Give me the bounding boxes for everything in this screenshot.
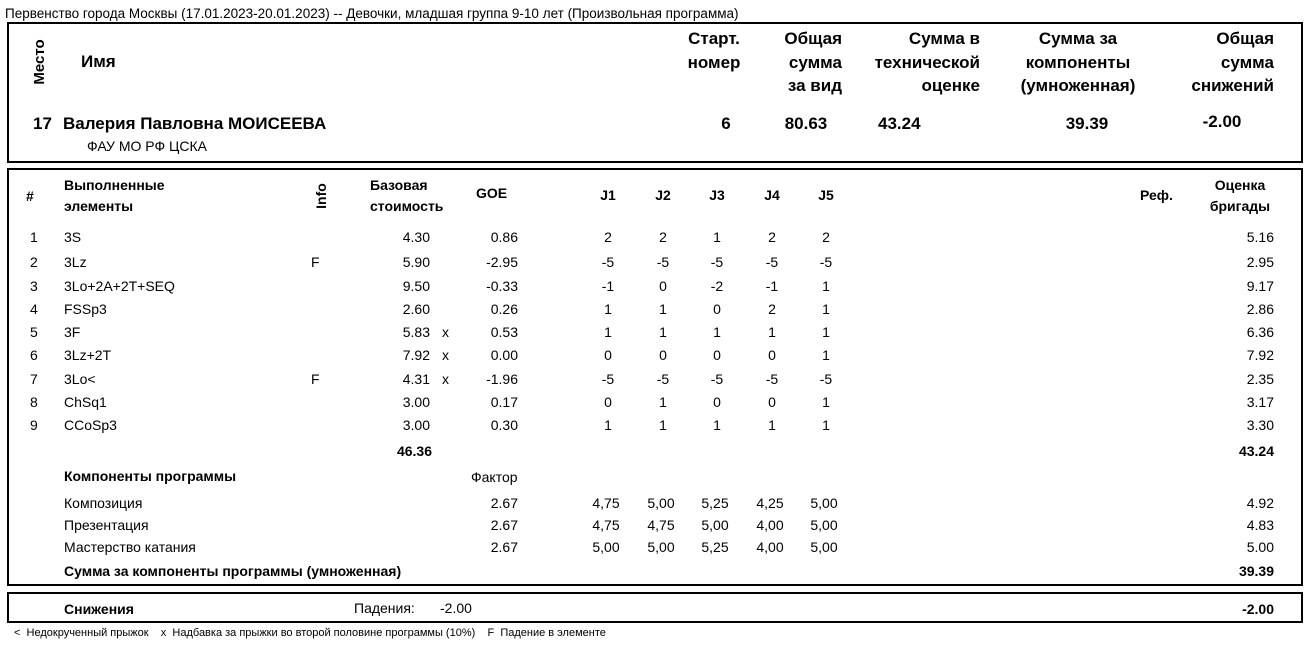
deductions-label: Снижения [64, 601, 134, 617]
element-number: 6 [30, 347, 38, 363]
skater-pcs: 39.39 [1065, 114, 1109, 133]
element-judge-5: -5 [819, 371, 833, 387]
element-code: 3Lz+2T [64, 347, 112, 363]
element-info: F [311, 371, 320, 387]
element-judge-3: -2 [710, 278, 724, 294]
judge-4-header: J4 [764, 187, 780, 203]
component-judge-4: 4,00 [756, 539, 784, 555]
component-score: 5.00 [1246, 539, 1274, 555]
element-judge-3: 0 [713, 347, 721, 363]
element-goe: -0.33 [486, 278, 518, 294]
judge-2-header: J2 [655, 187, 671, 203]
element-panel-score: 3.30 [1246, 417, 1274, 433]
component-factor: 2.67 [490, 517, 518, 533]
element-goe: 0.26 [490, 301, 518, 317]
element-judge-2: 1 [659, 394, 667, 410]
factor-header: Фактор [471, 469, 518, 485]
element-code: ChSq1 [64, 394, 107, 410]
component-judge-1: 4,75 [592, 495, 620, 511]
component-judge-1: 5,00 [592, 539, 620, 555]
element-base-value: 3.00 [402, 417, 430, 433]
element-info: F [311, 254, 320, 270]
element-bonus-mark: x [442, 347, 449, 363]
start-number-header: Старт. номер [687, 29, 741, 72]
element-judge-2: 1 [659, 417, 667, 433]
element-judge-1: 1 [604, 324, 612, 340]
element-score-total: 43.24 [1238, 443, 1274, 459]
element-code: 3Lo+2A+2T+SEQ [64, 278, 175, 294]
element-number: 2 [30, 254, 38, 270]
component-name: Мастерство катания [64, 539, 196, 555]
element-judge-5: 1 [822, 324, 830, 340]
element-judge-1: -5 [601, 254, 615, 270]
element-judge-5: 1 [822, 278, 830, 294]
judge-5-header: J5 [818, 187, 834, 203]
element-panel-score: 2.95 [1246, 254, 1274, 270]
component-judge-3: 5,00 [701, 517, 729, 533]
skater-rank: 17 [33, 114, 52, 133]
element-number: 8 [30, 394, 38, 410]
element-code: 3Lo< [64, 371, 96, 387]
element-base-value: 2.60 [402, 301, 430, 317]
element-panel-score: 2.35 [1246, 371, 1274, 387]
skater-deductions: -2.00 [1202, 112, 1242, 131]
element-judge-3: 0 [713, 301, 721, 317]
skater-total-score: 80.63 [784, 114, 828, 133]
component-factor: 2.67 [490, 495, 518, 511]
element-goe: 0.86 [490, 229, 518, 245]
element-base-value: 5.90 [402, 254, 430, 270]
element-code: 3Lz [64, 254, 87, 270]
element-panel-score: 7.92 [1246, 347, 1274, 363]
element-judge-2: 0 [659, 278, 667, 294]
page-title: Первенство города Москвы (17.01.2023-20.01.2023) -- Девочки, младшая группа 9-10 лет (Произвольная программа) [5, 6, 739, 21]
element-panel-score: 2.86 [1246, 301, 1274, 317]
element-base-value: 3.00 [402, 394, 430, 410]
legend: < Недокрученный прыжок x Надбавка за прыжки во второй половине программы (10%) F Падение в элементе [14, 627, 606, 639]
element-judge-3: 0 [713, 394, 721, 410]
component-score: 4.92 [1246, 495, 1274, 511]
element-number: 5 [30, 324, 38, 340]
skater-club: ФАУ МО РФ ЦСКА [87, 138, 207, 154]
element-judge-2: 1 [659, 301, 667, 317]
component-judge-1: 4,75 [592, 517, 620, 533]
element-panel-score: 5.16 [1246, 229, 1274, 245]
element-judge-5: 1 [822, 347, 830, 363]
element-judge-2: -5 [656, 254, 670, 270]
element-code: CCoSp3 [64, 417, 117, 433]
component-name: Презентация [64, 517, 149, 533]
elements-header: Выполненные элементы [64, 177, 165, 214]
element-judge-4: -5 [765, 371, 779, 387]
element-goe: 0.17 [490, 394, 518, 410]
deductions-header: Общая сумма снижений [1191, 29, 1274, 95]
element-goe: 0.00 [490, 347, 518, 363]
element-judge-5: 1 [822, 301, 830, 317]
element-judge-5: 1 [822, 417, 830, 433]
element-judge-1: 0 [604, 394, 612, 410]
element-judge-1: 1 [604, 417, 612, 433]
element-code: 3F [64, 324, 81, 340]
num-header: # [26, 188, 34, 204]
tes-header: Сумма в технической оценке [874, 29, 980, 95]
component-factor: 2.67 [490, 539, 518, 555]
element-goe: -1.96 [486, 371, 518, 387]
judge-3-header: J3 [709, 187, 725, 203]
element-code: 3S [64, 229, 82, 245]
element-judge-1: -1 [601, 278, 615, 294]
components-total: 39.39 [1238, 563, 1274, 579]
component-judge-5: 5,00 [810, 517, 838, 533]
component-judge-5: 5,00 [810, 495, 838, 511]
element-bonus-mark: x [442, 324, 449, 340]
component-judge-2: 5,00 [647, 539, 675, 555]
component-judge-4: 4,25 [756, 495, 784, 511]
element-number: 3 [30, 278, 38, 294]
element-judge-4: 2 [768, 301, 776, 317]
judge-1-header: J1 [600, 187, 616, 203]
element-judge-1: 1 [604, 301, 612, 317]
element-judge-4: 0 [768, 394, 776, 410]
total-score-header: Общая сумма за вид [784, 29, 842, 95]
ref-header: Реф. [1140, 187, 1173, 203]
element-base-value: 7.92 [402, 347, 430, 363]
element-base-value: 4.30 [402, 229, 430, 245]
component-judge-3: 5,25 [701, 495, 729, 511]
element-judge-5: 2 [822, 229, 830, 245]
element-goe: -2.95 [486, 254, 518, 270]
element-judge-2: 0 [659, 347, 667, 363]
component-judge-3: 5,25 [701, 539, 729, 555]
element-judge-3: -5 [710, 371, 724, 387]
element-goe: 0.30 [490, 417, 518, 433]
component-score: 4.83 [1246, 517, 1274, 533]
pcs-header: Сумма за компоненты (умноженная) [1020, 29, 1136, 95]
element-goe: 0.53 [490, 324, 518, 340]
element-judge-1: 0 [604, 347, 612, 363]
components-header: Компоненты программы [64, 468, 237, 484]
falls-value: -2.00 [440, 600, 472, 616]
element-judge-3: 1 [713, 324, 721, 340]
element-judge-4: 1 [768, 417, 776, 433]
element-code: FSSp3 [64, 301, 107, 317]
component-judge-4: 4,00 [756, 517, 784, 533]
component-judge-5: 5,00 [810, 539, 838, 555]
element-judge-3: -5 [710, 254, 724, 270]
element-judge-4: -5 [765, 254, 779, 270]
element-number: 7 [30, 371, 38, 387]
element-number: 1 [30, 229, 38, 245]
element-judge-1: 2 [604, 229, 612, 245]
element-number: 9 [30, 417, 38, 433]
element-panel-score: 9.17 [1246, 278, 1274, 294]
base-value-total: 46.36 [396, 443, 432, 459]
element-base-value: 4.31 [402, 371, 430, 387]
element-judge-2: -5 [656, 371, 670, 387]
component-judge-2: 4,75 [647, 517, 675, 533]
falls-label: Падения: [354, 600, 415, 616]
base-value-header: Базовая стоимость [370, 177, 444, 214]
element-judge-5: 1 [822, 394, 830, 410]
deductions-box [7, 592, 1303, 623]
element-judge-1: -5 [601, 371, 615, 387]
element-judge-5: -5 [819, 254, 833, 270]
components-total-label: Сумма за компоненты программы (умноженная) [64, 563, 402, 579]
skater-name: Валерия Павловна МОИСЕЕВА [63, 114, 327, 133]
component-name: Композиция [64, 495, 143, 511]
element-panel-score: 6.36 [1246, 324, 1274, 340]
element-base-value: 5.83 [402, 324, 430, 340]
rank-header: Место [31, 39, 48, 85]
element-base-value: 9.50 [402, 278, 430, 294]
component-judge-2: 5,00 [647, 495, 675, 511]
skater-start-number: 6 [721, 114, 731, 133]
element-judge-4: 0 [768, 347, 776, 363]
panel-score-header: Оценка бригады [1209, 177, 1271, 214]
element-judge-4: 1 [768, 324, 776, 340]
element-panel-score: 3.17 [1246, 394, 1274, 410]
deductions-total: -2.00 [1242, 601, 1274, 617]
element-bonus-mark: x [442, 371, 449, 387]
element-number: 4 [30, 301, 38, 317]
element-judge-3: 1 [713, 229, 721, 245]
element-judge-3: 1 [713, 417, 721, 433]
element-judge-2: 2 [659, 229, 667, 245]
goe-header: GOE [476, 185, 508, 201]
element-judge-4: -1 [765, 278, 779, 294]
name-header: Имя [81, 52, 116, 71]
element-judge-4: 2 [768, 229, 776, 245]
element-judge-2: 1 [659, 324, 667, 340]
skater-tes: 43.24 [878, 114, 921, 133]
info-header: Info [313, 183, 329, 209]
